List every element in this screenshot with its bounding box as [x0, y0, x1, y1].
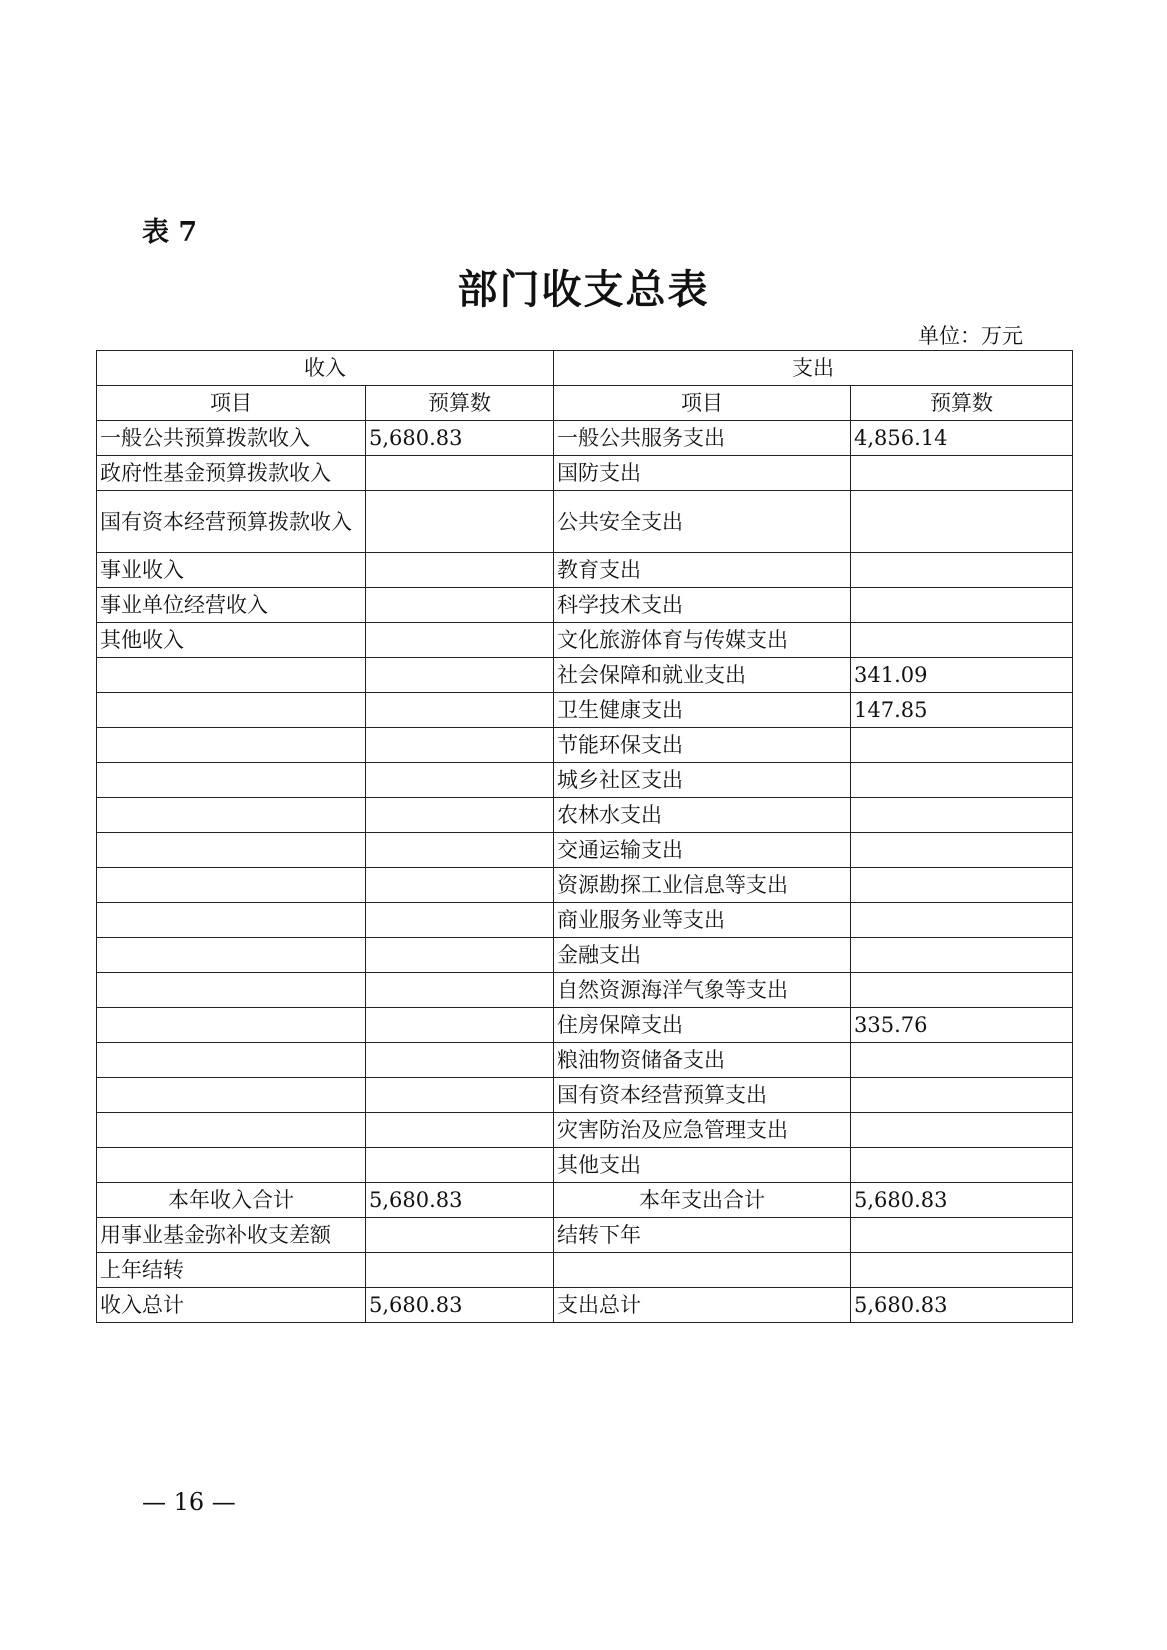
income-item-cell — [97, 1113, 366, 1148]
income-item-cell — [97, 1148, 366, 1183]
expense-value-cell — [851, 491, 1073, 553]
table-row — [97, 1008, 1073, 1043]
income-value-cell: 5,680.83 — [366, 421, 554, 456]
expense-item-cell: 粮油物资储备支出 — [554, 1043, 851, 1078]
income-total-value: 5,680.83 — [366, 1288, 554, 1323]
expense-value-cell — [851, 1078, 1073, 1113]
income-item-cell — [97, 833, 366, 868]
income-item-cell: 用事业基金弥补收支差额 — [97, 1218, 366, 1253]
section-header-row — [97, 351, 1073, 386]
income-value-cell — [366, 1078, 554, 1113]
expense-value-cell: 147.85 — [851, 693, 1073, 728]
table-row — [97, 728, 1073, 763]
table-row — [97, 456, 1073, 491]
income-item-cell: 其他收入 — [97, 623, 366, 658]
income-section-header: 收入 — [97, 351, 554, 386]
income-value-cell — [366, 1148, 554, 1183]
income-value-cell — [366, 973, 554, 1008]
income-item-cell: 事业收入 — [97, 553, 366, 588]
expense-item-cell: 交通运输支出 — [554, 833, 851, 868]
expense-value-cell — [851, 553, 1073, 588]
expense-item-cell: 节能环保支出 — [554, 728, 851, 763]
expense-value-cell — [851, 833, 1073, 868]
income-item-cell — [97, 1078, 366, 1113]
table-row — [97, 1078, 1073, 1113]
expense-value-cell — [851, 973, 1073, 1008]
expense-item-cell — [554, 1253, 851, 1288]
income-item-cell — [97, 938, 366, 973]
table-row — [97, 693, 1073, 728]
expense-item-cell: 自然资源海洋气象等支出 — [554, 973, 851, 1008]
expense-item-header: 项目 — [554, 386, 851, 421]
table-row — [97, 763, 1073, 798]
income-item-cell: 国有资本经营预算拨款收入 — [97, 491, 366, 553]
income-value-cell — [366, 1113, 554, 1148]
expense-item-cell: 住房保障支出 — [554, 1008, 851, 1043]
expense-item-cell: 国有资本经营预算支出 — [554, 1078, 851, 1113]
expense-item-cell: 社会保障和就业支出 — [554, 658, 851, 693]
income-value-cell — [366, 763, 554, 798]
income-item-cell — [97, 693, 366, 728]
expense-item-cell: 农林水支出 — [554, 798, 851, 833]
expense-value-cell — [851, 798, 1073, 833]
income-value-cell — [366, 1043, 554, 1078]
expense-value-cell: 335.76 — [851, 1008, 1073, 1043]
expense-item-cell: 公共安全支出 — [554, 491, 851, 553]
income-value-cell — [366, 491, 554, 553]
income-value-cell — [366, 456, 554, 491]
income-value-cell — [366, 658, 554, 693]
expense-item-cell: 资源勘探工业信息等支出 — [554, 868, 851, 903]
income-item-cell: 一般公共预算拨款收入 — [97, 421, 366, 456]
expense-value-cell — [851, 903, 1073, 938]
expense-value-cell — [851, 1113, 1073, 1148]
expense-value-cell — [851, 728, 1073, 763]
income-item-cell — [97, 763, 366, 798]
expense-item-cell: 结转下年 — [554, 1218, 851, 1253]
table-row — [97, 1113, 1073, 1148]
expense-value-cell: 341.09 — [851, 658, 1073, 693]
income-item-header: 项目 — [97, 386, 366, 421]
income-item-cell — [97, 798, 366, 833]
table-row — [97, 623, 1073, 658]
expense-total-value: 5,680.83 — [851, 1288, 1073, 1323]
table-row — [97, 938, 1073, 973]
income-budget-header: 预算数 — [366, 386, 554, 421]
expense-value-cell — [851, 623, 1073, 658]
income-item-cell — [97, 973, 366, 1008]
income-total-label: 收入总计 — [97, 1288, 366, 1323]
expense-budget-header: 预算数 — [851, 386, 1073, 421]
income-item-cell — [97, 903, 366, 938]
income-item-cell: 政府性基金预算拨款收入 — [97, 456, 366, 491]
table-row — [97, 658, 1073, 693]
expense-item-cell: 其他支出 — [554, 1148, 851, 1183]
income-item-cell — [97, 1008, 366, 1043]
income-value-cell — [366, 588, 554, 623]
income-value-cell — [366, 798, 554, 833]
table-row — [97, 553, 1073, 588]
expense-item-cell: 科学技术支出 — [554, 588, 851, 623]
expense-item-cell: 教育支出 — [554, 553, 851, 588]
unit-label: 单位：万元 — [918, 324, 1023, 348]
expense-value-cell — [851, 588, 1073, 623]
expense-item-cell: 城乡社区支出 — [554, 763, 851, 798]
expense-item-cell: 金融支出 — [554, 938, 851, 973]
page-number: — 16 — — [142, 1488, 236, 1516]
expense-item-cell: 文化旅游体育与传媒支出 — [554, 623, 851, 658]
expense-value-cell — [851, 1218, 1073, 1253]
expense-subtotal-label: 本年支出合计 — [554, 1183, 851, 1218]
table-row — [97, 1253, 1073, 1288]
expense-value-cell — [851, 763, 1073, 798]
expense-item-cell: 商业服务业等支出 — [554, 903, 851, 938]
expense-section-header: 支出 — [554, 351, 1073, 386]
income-value-cell — [366, 553, 554, 588]
total-row — [97, 1288, 1073, 1323]
income-item-cell: 上年结转 — [97, 1253, 366, 1288]
income-subtotal-value: 5,680.83 — [366, 1183, 554, 1218]
income-expense-table — [96, 350, 1073, 1323]
expense-value-cell — [851, 456, 1073, 491]
income-value-cell — [366, 1218, 554, 1253]
subtotal-row — [97, 1183, 1073, 1218]
table-row — [97, 588, 1073, 623]
table-row — [97, 1218, 1073, 1253]
table-row — [97, 798, 1073, 833]
income-item-cell — [97, 1043, 366, 1078]
table-row — [97, 1148, 1073, 1183]
expense-value-cell: 4,856.14 — [851, 421, 1073, 456]
table-row — [97, 973, 1073, 1008]
table-row — [97, 868, 1073, 903]
income-item-cell: 事业单位经营收入 — [97, 588, 366, 623]
income-value-cell — [366, 903, 554, 938]
table-row — [97, 1043, 1073, 1078]
table-row — [97, 491, 1073, 553]
income-value-cell — [366, 833, 554, 868]
expense-item-cell: 灾害防治及应急管理支出 — [554, 1113, 851, 1148]
table-row — [97, 903, 1073, 938]
table-number-label: 表 7 — [142, 217, 198, 248]
income-value-cell — [366, 868, 554, 903]
expense-value-cell — [851, 938, 1073, 973]
expense-item-cell: 一般公共服务支出 — [554, 421, 851, 456]
income-subtotal-label: 本年收入合计 — [97, 1183, 366, 1218]
expense-item-cell: 卫生健康支出 — [554, 693, 851, 728]
column-header-row — [97, 386, 1073, 421]
table-row — [97, 833, 1073, 868]
expense-value-cell — [851, 1253, 1073, 1288]
income-value-cell — [366, 938, 554, 973]
expense-subtotal-value: 5,680.83 — [851, 1183, 1073, 1218]
income-value-cell — [366, 693, 554, 728]
page-title: 部门收支总表 — [457, 266, 710, 313]
income-value-cell — [366, 623, 554, 658]
income-item-cell — [97, 868, 366, 903]
expense-total-label: 支出总计 — [554, 1288, 851, 1323]
expense-value-cell — [851, 868, 1073, 903]
income-item-cell — [97, 658, 366, 693]
expense-value-cell — [851, 1043, 1073, 1078]
income-value-cell — [366, 1253, 554, 1288]
expense-value-cell — [851, 1148, 1073, 1183]
income-item-cell — [97, 728, 366, 763]
expense-item-cell: 国防支出 — [554, 456, 851, 491]
income-value-cell — [366, 1008, 554, 1043]
income-value-cell — [366, 728, 554, 763]
table-row — [97, 421, 1073, 456]
